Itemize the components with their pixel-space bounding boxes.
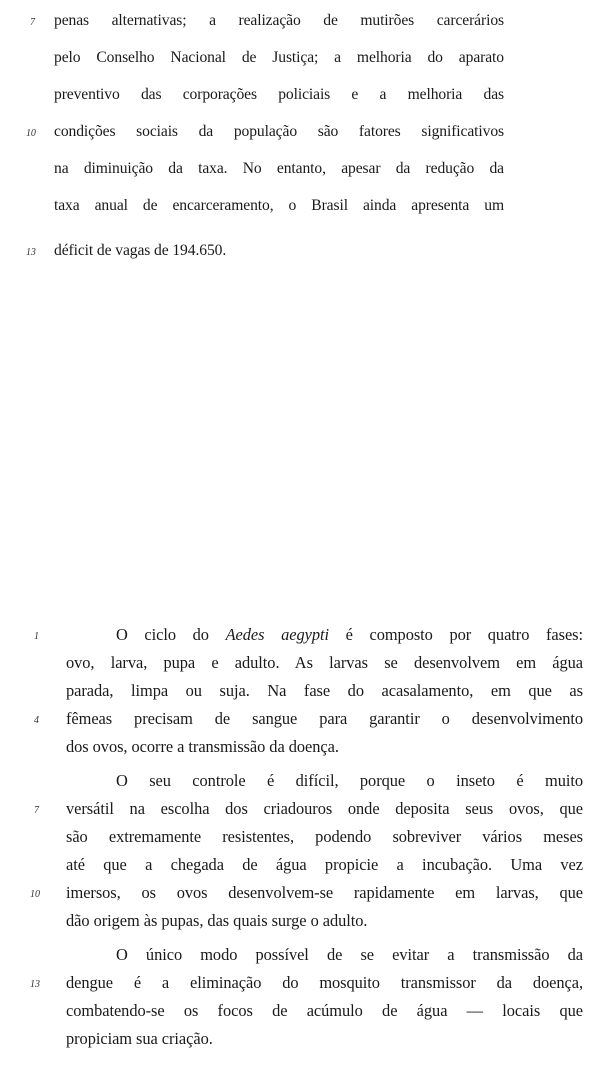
line-text: versátil na escolha dos criadouros onde deposita seus ovos, que bbox=[66, 799, 583, 818]
line-number: 7 bbox=[30, 17, 35, 28]
passage-top bbox=[0, 0, 595, 290]
line-text: O único modo possível de se evitar a transmissão da bbox=[116, 945, 583, 964]
line-number: 1 bbox=[34, 631, 39, 642]
line-text: até que a chegada de água propicie a incubação. Uma vez bbox=[66, 855, 583, 874]
line-number: 4 bbox=[34, 715, 39, 726]
line-text: dão origem às pupas, das quais surge o adulto. bbox=[66, 911, 368, 930]
line-text bbox=[116, 625, 583, 645]
line-number: 13 bbox=[30, 979, 40, 990]
line-text: déficit de vagas de 194.650. bbox=[54, 242, 227, 259]
line-number: 10 bbox=[30, 889, 40, 900]
line-text: dengue é a eliminação do mosquito transmissor da doença, bbox=[66, 973, 583, 992]
line-text: na diminuição da taxa. No entanto, apesar da redução da bbox=[54, 160, 504, 177]
line-text-prefix: O ciclo do bbox=[116, 625, 226, 644]
line-text: combatendo-se os focos de acúmulo de água — locais que bbox=[66, 1001, 583, 1020]
line-text: condições sociais da população são fatores significativos bbox=[54, 123, 504, 140]
line-number: 13 bbox=[26, 247, 36, 258]
line-text: O seu controle é difícil, porque o inseto é muito bbox=[116, 771, 583, 790]
line-text: parada, limpa ou suja. Na fase do acasalamento, em que as bbox=[66, 681, 583, 700]
line-text: fêmeas precisam de sangue para garantir o desenvolvimento bbox=[66, 709, 583, 728]
line-text: pelo Conselho Nacional de Justiça; a melhoria do aparato bbox=[54, 49, 504, 66]
line-text: são extremamente resistentes, podendo sobreviver vários meses bbox=[66, 827, 583, 846]
line-number: 10 bbox=[26, 128, 36, 139]
line-text: taxa anual de encarceramento, o Brasil ainda apresenta um bbox=[54, 197, 504, 214]
species-name: Aedes aegypti bbox=[225, 625, 329, 644]
line-text: preventivo das corporações policiais e a melhoria das bbox=[54, 86, 504, 103]
line-text: imersos, os ovos desenvolvem-se rapidamente em larvas, que bbox=[66, 883, 583, 902]
line-text: propiciam sua criação. bbox=[66, 1029, 213, 1048]
line-number: 7 bbox=[34, 805, 39, 816]
line-text: dos ovos, ocorre a transmissão da doença. bbox=[66, 737, 339, 756]
passage-bottom bbox=[0, 610, 595, 1090]
line-text: penas alternativas; a realização de mutirões carcerários bbox=[54, 12, 504, 29]
line-text-suffix: é composto por quatro fases: bbox=[329, 625, 584, 644]
line-text: ovo, larva, pupa e adulto. As larvas se desenvolvem em água bbox=[66, 653, 583, 672]
